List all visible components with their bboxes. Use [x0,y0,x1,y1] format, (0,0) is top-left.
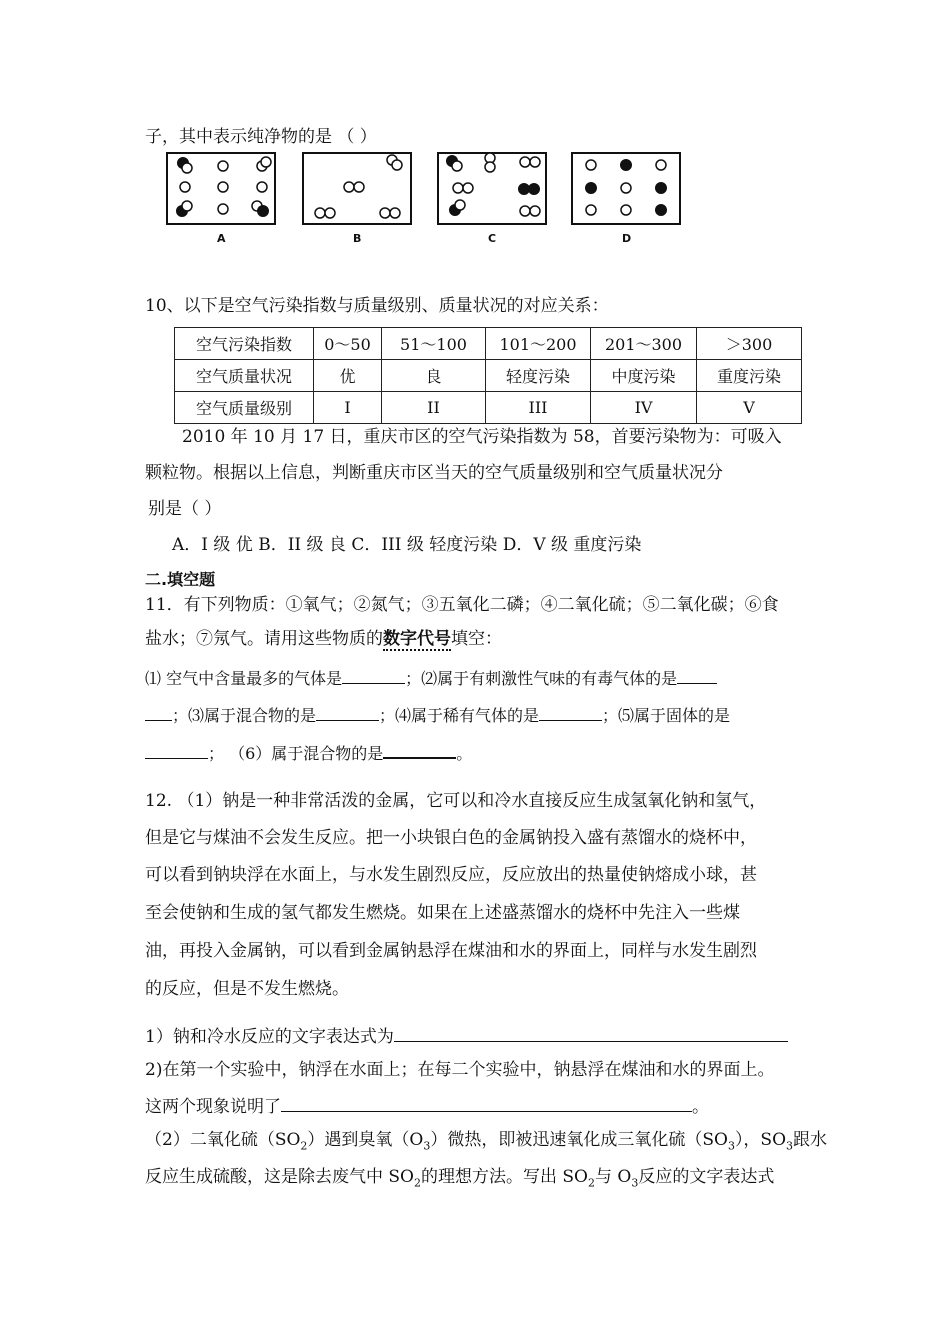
section-title: 二.填空题 [145,570,216,589]
q11-q6-text: ； （6）属于混合物的是 [208,744,384,763]
q12-para-line-1: 12. （1）钠是一种非常活泼的金属，它可以和冷水直接反应生成氢氧化钠和氢气， [145,791,767,811]
q11-line-4 [145,703,730,728]
q10-para-1: 2010 年 10 月 17 日，重庆市区的空气污染指数为 58，首要污染物为：可吸入 [182,427,782,447]
q11-end: 。 [456,744,473,763]
q10-intro: 10、以下是空气污染指数与质量级别、质量状况的对应关系： [145,296,609,316]
q10-para-2: 颗粒物。根据以上信息，判断重庆市区当天的空气质量级别和空气质量状况分 [145,463,723,483]
figure-c [438,153,546,224]
q12-sub-2-end: 。 [692,1097,709,1117]
subscript: 3 [631,1176,639,1190]
table-cell: I [314,392,382,424]
figure-label-b: B [353,232,362,245]
q11-line-3 [145,666,717,691]
text-segment: ），SO [734,1130,787,1150]
q12-para-line-2: 但是它与煤油不会发生反应。把一小块银白色的金属钠投入盛有蒸馏水的烧杯中， [145,828,757,848]
q12-para-line-4: 至会使钠和生成的氢气都发生燃烧。如果在上述盛蒸馏水的烧杯中先注入一些煤 [145,903,740,923]
subscript: 3 [727,1139,735,1153]
figure-label-c: C [488,232,497,245]
q9-intro: 子，其中表示纯净物的是 （ ） [145,127,377,147]
q11-line-5 [145,740,472,766]
text-segment: ）微热，即被迅速氧化成三氧化硫（SO [430,1130,728,1150]
q11-q2-text: ；⑵属于有刺激性气味的有毒气体的是 [405,669,678,688]
table-row [175,392,802,424]
blank-q11-4[interactable] [539,703,602,721]
text-segment: 的理想方法。写出 SO [421,1167,588,1187]
subscript: 3 [423,1139,431,1153]
particle-figures [0,0,950,260]
table-cell: III [486,392,591,424]
text-segment: 反应生成硫酸，这是除去废气中 SO [145,1167,414,1187]
figure-label-d: D [622,232,632,245]
blank-q11-2[interactable] [677,666,717,684]
table-cell: 良 [382,360,486,392]
table-cell: 101～200 [486,328,591,360]
table-cell: 中度污染 [591,360,697,392]
table-cell: 201～300 [591,328,697,360]
q12-sub-2: 2)在第一个实验中，钠浮在水面上；在每二个实验中，钠悬浮在煤油和水的界面上。 [145,1060,775,1080]
subscript: 2 [300,1139,308,1153]
figure-a [167,153,275,224]
table-cell: 51～100 [382,328,486,360]
blank-q11-6[interactable] [383,740,456,759]
blank-q11-2b[interactable] [145,703,172,721]
blank-q12-1[interactable] [394,1024,788,1042]
subscript: 2 [414,1176,421,1190]
q12-para-line-6: 的反应，但是不发生燃烧。 [145,979,349,999]
blank-q11-3[interactable] [316,703,379,721]
table-cell: 轻度污染 [486,360,591,392]
text-segment: 反应的文字表达式 [638,1167,775,1187]
table-cell: 0～50 [314,328,382,360]
table-cell: 优 [314,360,382,392]
table-cell: V [697,392,802,424]
text-segment: 与 O [595,1167,632,1187]
q11-q4-text: ；⑷属于稀有气体的是 [379,706,540,725]
table-cell: 空气质量状况 [175,360,314,392]
q11-q1-text: ⑴ 空气中含量最多的气体是 [145,669,343,688]
q12-sub-1-text: 1）钠和冷水反应的文字表达式为 [145,1027,394,1047]
air-quality-table [174,327,802,424]
subscript: 2 [588,1176,595,1190]
q11-line-2 [145,627,502,651]
q11-emphasis: 数字代号 [383,629,451,649]
table-cell: 空气污染指数 [175,328,314,360]
table-row [175,360,802,392]
q12-part-2-line-2 [145,1165,774,1195]
q12-part-2-line-1 [145,1128,827,1158]
q10-para-3: 别是（ ） [148,499,222,519]
text-segment: 跟水 [793,1130,828,1150]
q12-sub-1 [145,1024,788,1049]
table-cell: IV [591,392,697,424]
blank-q11-5[interactable] [145,741,208,759]
q11-line-1: 11．有下列物质：①氧气；②氮气；③五氧化二磷；④二氧化硫；⑤二氧化碳；⑥食 [145,595,779,615]
q12-sub-2-cont [145,1094,709,1119]
table-cell: ＞300 [697,328,802,360]
table-cell: 空气质量级别 [175,392,314,424]
blank-q12-2[interactable] [281,1094,692,1112]
q11-line-2-post: 填空： [451,629,502,649]
subscript: 3 [786,1139,794,1153]
table-cell: II [382,392,486,424]
q10-options: A．I 级 优 B．II 级 良 C．III 级 轻度污染 D．V 级 重度污染 [172,535,642,555]
blank-q11-1[interactable] [342,666,405,684]
table-row [175,328,802,360]
q11-q3-text: ；⑶属于混合物的是 [172,706,317,725]
text-segment: （2）二氧化硫（SO [145,1130,301,1150]
q11-q5-text: ；⑸属于固体的是 [602,706,731,725]
q11-line-2-pre: 盐水；⑦氖气。请用这些物质的 [145,629,383,649]
figure-b [303,153,411,224]
q12-sub-2-cont-text: 这两个现象说明了 [145,1097,281,1117]
q12-para-line-3: 可以看到钠块浮在水面上，与水发生剧烈反应，反应放出的热量使钠熔成小球，甚 [145,865,757,885]
q12-para-line-5: 油，再投入金属钠，可以看到金属钠悬浮在煤油和水的界面上，同样与水发生剧烈 [145,941,757,961]
table-cell: 重度污染 [697,360,802,392]
figure-d [572,153,680,224]
text-segment: ）遇到臭氧（O [307,1130,424,1150]
figure-label-a: A [217,232,226,245]
